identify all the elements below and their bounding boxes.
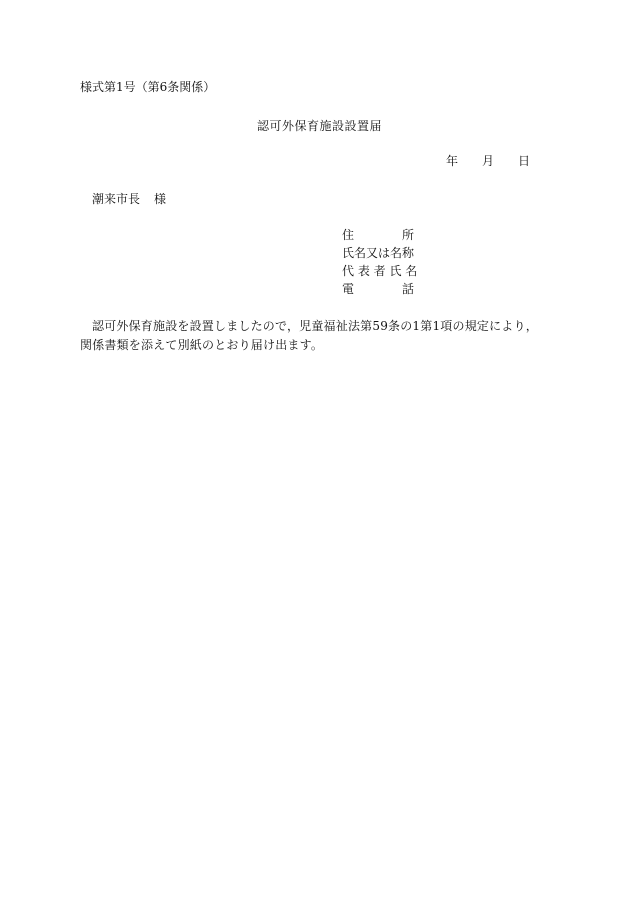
addressee-name: 潮来市長 [92,192,141,206]
form-number: 様式第1号（第6条関係） [80,80,216,94]
name-field [342,245,415,263]
document-title: 認可外保育施設設置届 [257,119,383,133]
date-day-label: 日 [518,154,531,168]
date-year-label: 年 [446,154,459,168]
representative-field [342,263,418,281]
address-field [342,227,415,245]
date-line [446,153,530,169]
addressee-honorific: 様 [154,192,167,206]
body-paragraph: 認可外保育施設を設置しましたので，児童福祉法第59条の1第1項の規定により，関係書類を添えて別紙のとおり届け出ます。 [80,319,538,352]
phone-label: 電 話 [342,282,415,296]
phone-field [342,281,415,299]
date-month-label: 月 [482,154,495,168]
representative-label: 代 表 者 氏 名 [342,264,418,278]
address-label: 住 所 [342,228,415,242]
applicant-fields [342,227,418,299]
name-label: 氏名又は名称 [342,246,415,260]
addressee [92,191,166,207]
